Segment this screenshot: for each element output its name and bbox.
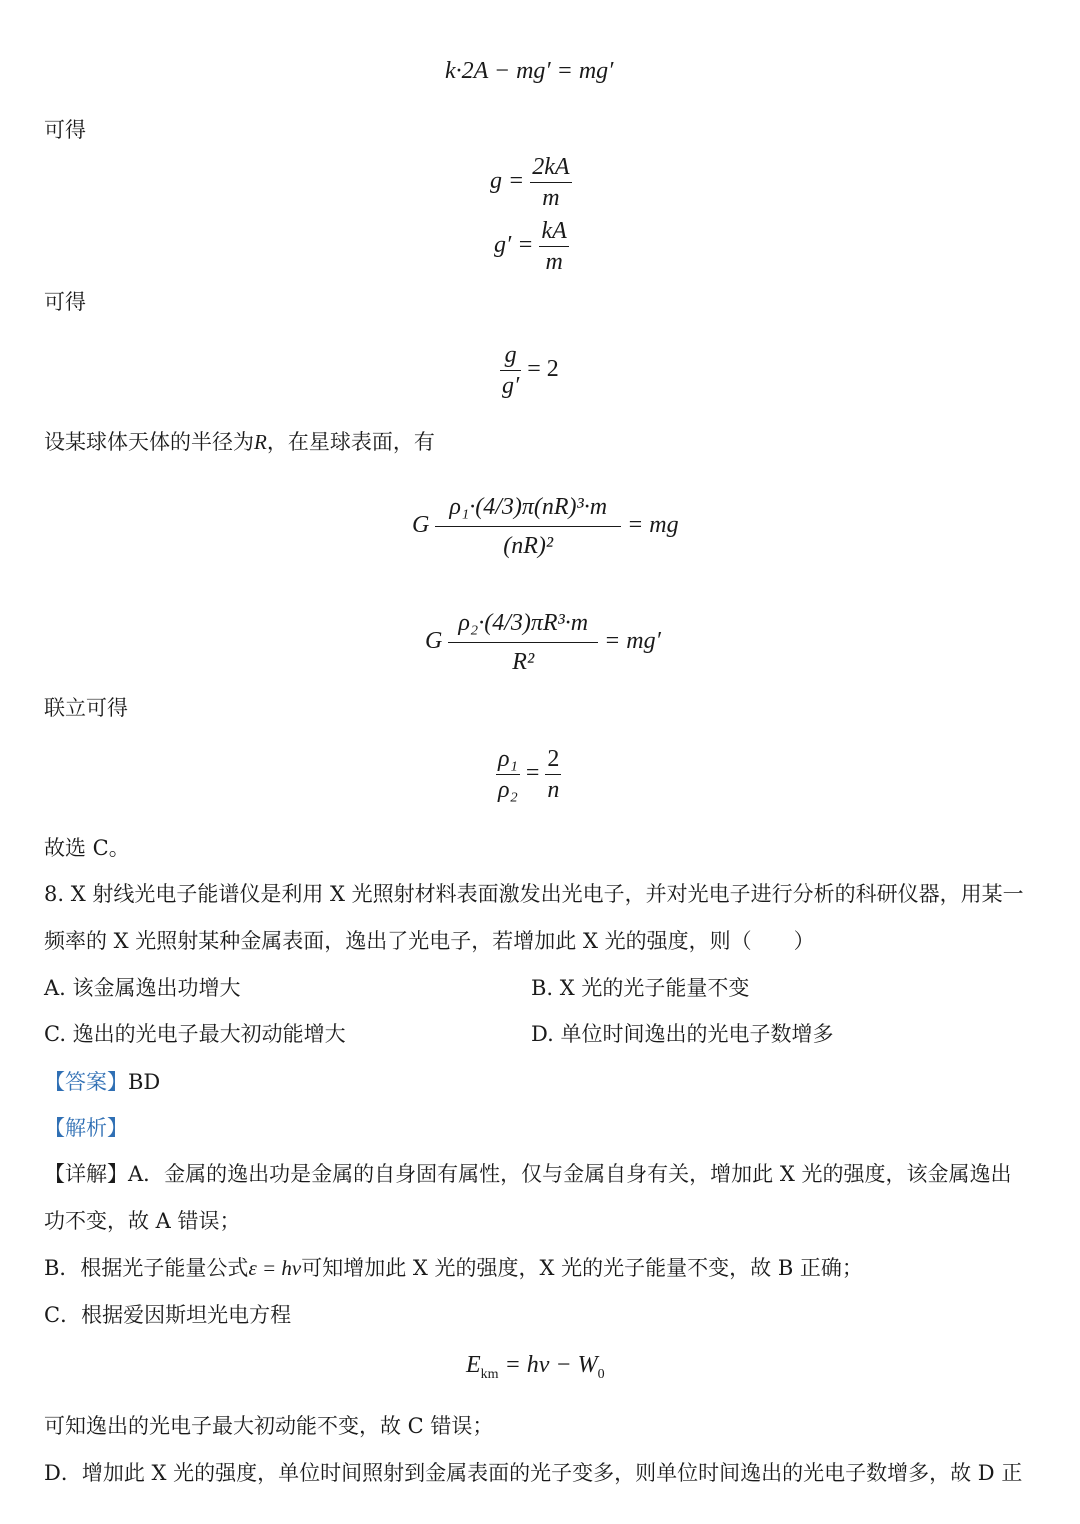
eq-ratio-fraction	[500, 340, 521, 401]
text-kede-1: 可得	[44, 118, 86, 142]
option-d: D. 单位时间逸出的光电子数增多	[531, 1022, 834, 1046]
eq-ekm-rhs: = hν − W	[504, 1352, 598, 1378]
eq-p1-den: (nR)²	[435, 526, 621, 565]
text-kede-2: 可得	[44, 290, 86, 314]
eq-p1-fraction	[435, 488, 621, 565]
eq-g-den: m	[530, 182, 571, 213]
text-radius-var: R	[254, 430, 267, 454]
detail-line-b	[44, 1254, 863, 1282]
detail-line-a1	[44, 1160, 1011, 1188]
question-8-line-1: 8. X 射线光电子能谱仪是利用 X 光照射材料表面激发出光电子，并对光电子进行分析的科研仪器，用某一	[44, 882, 1024, 906]
eq-rho-den1: ρ₂	[496, 774, 520, 805]
equation-g-ratio	[500, 340, 559, 401]
answer-tag: 【答案】	[44, 1070, 128, 1094]
answer-line	[44, 1068, 160, 1096]
detail-b-formula: ε = hν	[248, 1256, 302, 1280]
eq-g-lhs: g =	[490, 168, 525, 195]
eq-rho-frac-right	[545, 744, 561, 805]
equation-spring-force: k·2A − mg′ = mg′	[445, 58, 614, 84]
eq-p2-rhs: = mg′	[604, 628, 661, 655]
text-choose-c: 故选 C。	[44, 836, 130, 860]
text-radius-pre: 设某球体天体的半径为	[44, 430, 254, 454]
detail-tag: 【详解】	[44, 1162, 128, 1186]
eq-gp-lhs: g′ =	[494, 232, 534, 259]
eq-gp-den: m	[539, 246, 568, 277]
eq-p1-rhs: = mg	[627, 512, 679, 539]
eq-rho-equals: =	[525, 760, 540, 787]
eq-p2-fraction	[448, 604, 598, 681]
detail-b-post: 可知增加此 X 光的强度，X 光的光子能量不变，故 B 正确；	[301, 1256, 863, 1280]
eq-rho-num1: ρ₁	[498, 746, 518, 772]
detail-line-d1: D．增加此 X 光的强度，单位时间照射到金属表面的光子变多，则单位时间逸出的光电子数增多，故 D 正	[44, 1461, 1023, 1485]
equation-ekm	[466, 1352, 605, 1383]
detail-line-c1: C．根据爱因斯坦光电方程	[44, 1303, 292, 1327]
detail-line-c2: 可知逸出的光电子最大初动能不变，故 C 错误；	[44, 1414, 494, 1438]
eq-p2-G: G	[425, 628, 443, 655]
eq-rho-frac-left	[496, 744, 520, 805]
detail-a1: A．金属的逸出功是金属的自身固有属性，仅与金属自身有关，增加此 X 光的强度，该金属逸出	[128, 1162, 1012, 1186]
text-radius-post: ，在星球表面，有	[266, 430, 435, 454]
eq-ekm-E: E	[466, 1352, 481, 1378]
eq-gp-num: kA	[541, 218, 567, 244]
eq-g-fraction	[530, 152, 571, 213]
text-combine: 联立可得	[44, 696, 128, 720]
analysis-line	[44, 1114, 128, 1142]
question-8-line-2: 频率的 X 光照射某种金属表面，逸出了光电子，若增加此 X 光的强度，则（ ）	[44, 929, 815, 953]
eq-rho-num2: 2	[547, 746, 560, 772]
eq-ratio-num: g	[504, 342, 517, 368]
option-a: A. 该金属逸出功增大	[44, 976, 241, 1000]
eq-gp-fraction	[539, 216, 568, 277]
option-b: B. X 光的光子能量不变	[531, 976, 750, 1000]
equation-g	[490, 152, 572, 213]
equation-g-prime	[494, 216, 569, 277]
eq-p2-num: ρ₂·(4/3)πR³·m	[458, 610, 589, 636]
eq-ratio-rhs: = 2	[527, 356, 559, 383]
detail-line-a2: 功不变，故 A 错误；	[44, 1209, 241, 1233]
text-radius	[44, 428, 435, 456]
eq-ratio-den: g′	[500, 370, 521, 401]
option-c: C. 逸出的光电子最大初动能增大	[44, 1022, 346, 1046]
detail-b-pre: B．根据光子能量公式	[44, 1256, 249, 1280]
equation-rho-ratio	[496, 744, 561, 805]
eq-p1-G: G	[412, 512, 430, 539]
equation-planet-1	[412, 488, 679, 565]
eq-ekm-sub0: 0	[597, 1366, 605, 1382]
eq-p2-den: R²	[448, 642, 598, 681]
analysis-tag: 【解析】	[44, 1116, 128, 1140]
eq-rho-den2: n	[545, 774, 561, 805]
eq-g-num: 2kA	[532, 154, 570, 180]
eq-ekm-sub: km	[480, 1366, 499, 1382]
eq-p1-num: ρ₁·(4/3)π(nR)³·m	[449, 494, 608, 520]
answer-value: BD	[128, 1070, 161, 1094]
equation-planet-2	[425, 604, 661, 681]
